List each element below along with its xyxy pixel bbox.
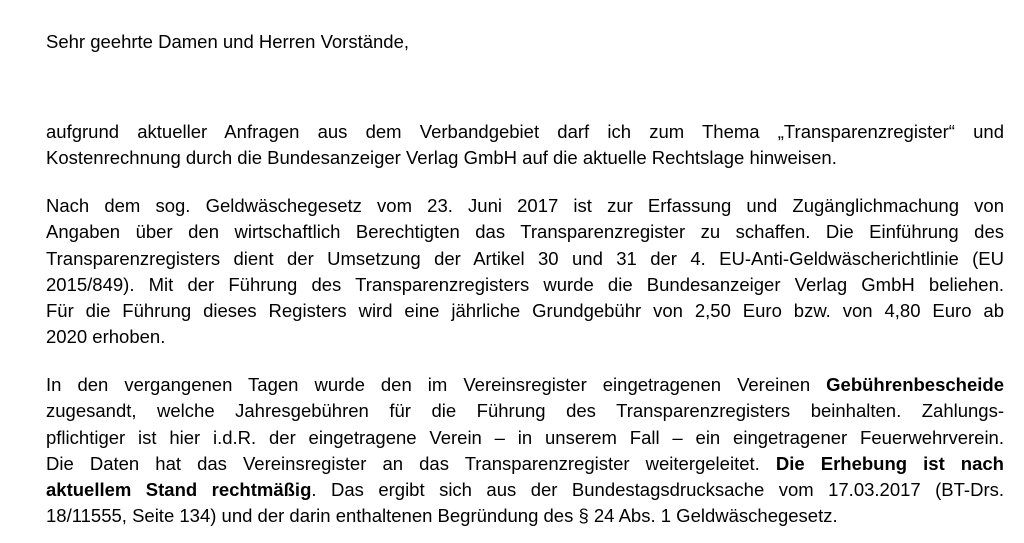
paragraph-line [46,477,1004,503]
paragraph-line: Nach dem sog. Geldwäschegesetz vom 23. Juni 2017 ist zur Erfassung und Zugänglichmachung von [46,195,1004,216]
paragraph-line: Angaben über den wirtschaftlich Berechtigten das Transparenzregister zu schaffen. Die Einführung des [46,221,1004,243]
salutation: Sehr geehrte Damen und Herren Vorstände, [46,31,410,52]
paragraph-line: 2020 erhoben. [46,326,166,348]
paragraph-line: Kostenrechnung durch die Bundesanzeiger Verlag GmbH auf die aktuelle Rechtslage hinweisen. [46,147,837,169]
line-text: Die Daten hat das Vereinsregister an das Transparenzregister weitergeleitet. [46,452,776,474]
paragraph-line: Transparenzregisters dient der Umsetzung der Artikel 30 und 31 der 4. EU-Anti-Geldwäscherichtlinie (EU [46,247,1004,269]
paragraph-line: zugesandt, welche Jahresgebühren für die Führung des Transparenzregisters beinhalten. Zahlungs- [46,400,1004,422]
line-text: . Das ergibt sich aus der Bundestagsdrucksache vom 17.03.2017 (BT-Drs. [311,479,1004,501]
paragraph-line: 2015/849). Mit der Führung des Transparenzregisters wurde die Bundesanzeiger Verlag GmbH beliehen. [46,273,1004,295]
line-text: In den vergangenen Tagen wurde den im Vereinsregister eingetragenen Vereinen [46,374,827,395]
paragraph-fee-notices [46,372,1004,530]
paragraph-transparency-inquiry [46,119,1004,172]
bold-levy-statement: Die Erhebung ist nach [775,452,1004,474]
paragraph-line [46,451,1004,477]
bold-fee-notices: Gebührenbescheide [826,374,1004,395]
paragraph-money-laundering-act [46,193,1004,351]
paragraph-line: aufgrund aktueller Anfragen aus dem Verbandgebiet darf ich zum Thema „Transparenzregister“ und [46,121,1004,142]
paragraph-line: Für die Führung dieses Registers wird eine jährliche Grundgebühr von 2,50 Euro bzw. von 4,80 Euro ab [46,300,1004,322]
paragraph-line [46,372,1004,398]
paragraph-line: 18/11555, Seite 134) und der darin enthaltenen Begründung des § 24 Abs. 1 Geldwäschegesetz. [46,505,838,527]
bold-lawful-statement: aktuellem Stand rechtmäßig [46,479,312,501]
paragraph-line: pflichtiger ist hier i.d.R. der eingetragene Verein – in unserem Fall – ein eingetragener Feuerwehrverein. [46,426,1004,448]
